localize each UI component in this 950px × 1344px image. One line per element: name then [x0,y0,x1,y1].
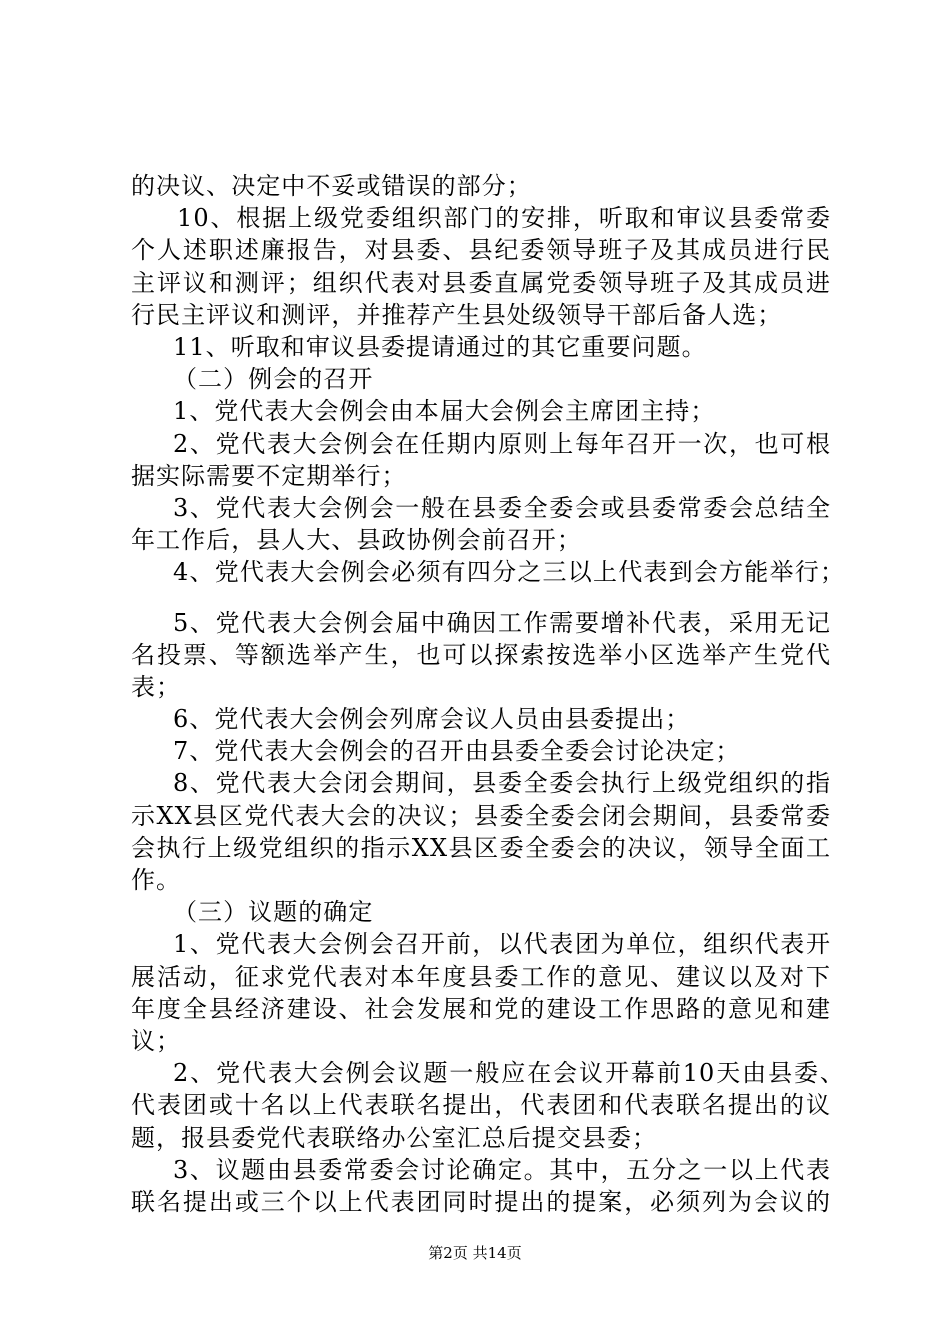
text-line: 5、党代表大会例会届中确因工作需要增补代表，采用无记 [173,609,831,637]
text-line: 7、党代表大会例会的召开由县委全委会讨论决定； [173,737,741,765]
text-line: 3、党代表大会例会一般在县委全委会或县委常委会总结全 [173,494,831,522]
text-line: 作。 [131,866,182,894]
section-heading: （三）议题的确定 [173,898,374,926]
text-line: 的决议、决定中不妥或错误的部分； [131,172,532,200]
text-line: 题，报县委党代表联络办公室汇总后提交县委； [131,1124,658,1152]
text-line: 议； [131,1027,182,1055]
text-line: 示XX县区党代表大会的决议；县委全委会闭会期间，县委常委 [131,802,831,830]
text-line: 11、听取和审议县委提请通过的其它重要问题。 [173,333,707,361]
text-line: 1、党代表大会例会召开前，以代表团为单位，组织代表开 [173,930,831,958]
text-line: 名投票、等额选举产生，也可以探索按选举小区选举产生党代 [131,641,831,669]
text-line: 据实际需要不定期举行； [131,462,407,490]
text-line: 2、党代表大会例会议题一般应在会议开幕前10天由县委、 [173,1059,845,1087]
text-line: 个人述职述廉报告，对县委、县纪委领导班子及其成员进行民 [131,236,831,264]
text-line: 2、党代表大会例会在任期内原则上每年召开一次，也可根 [173,430,831,458]
text-line: 表； [131,673,182,701]
text-line: 年工作后，县人大、县政协例会前召开； [131,526,582,554]
text-line: 行民主评议和测评，并推荐产生县处级领导干部后备人选； [131,301,783,329]
section-heading: （二）例会的召开 [173,365,374,393]
text-line: 年度全县经济建设、社会发展和党的建设工作思路的意见和建 [131,995,831,1023]
text-line: 主评议和测评；组织代表对县委直属党委领导班子及其成员进 [131,269,831,297]
text-line: 会执行上级党组织的指示XX县区委全委会的决议，领导全面工 [131,834,831,862]
text-line: 10、根据上级党委组织部门的安排，听取和审议县委常委 [177,204,831,232]
page-footer: 第2页 共14页 [428,1244,522,1262]
text-line: 3、议题由县委常委会讨论确定。其中，五分之一以上代表 [173,1156,831,1184]
text-line: 4、党代表大会例会必须有四分之三以上代表到会方能举行； [173,558,845,586]
text-line: 1、党代表大会例会由本届大会例会主席团主持； [173,397,716,425]
text-line: 联名提出或三个以上代表团同时提出的提案，必须列为会议的 [131,1188,831,1216]
text-line: 展活动，征求党代表对本年度县委工作的意见、建议以及对下 [131,963,831,991]
text-line: 6、党代表大会例会列席会议人员由县委提出； [173,705,691,733]
text-line: 代表团或十名以上代表联名提出，代表团和代表联名提出的议 [131,1091,831,1119]
text-line: 8、党代表大会闭会期间，县委全委会执行上级党组织的指 [173,769,831,797]
